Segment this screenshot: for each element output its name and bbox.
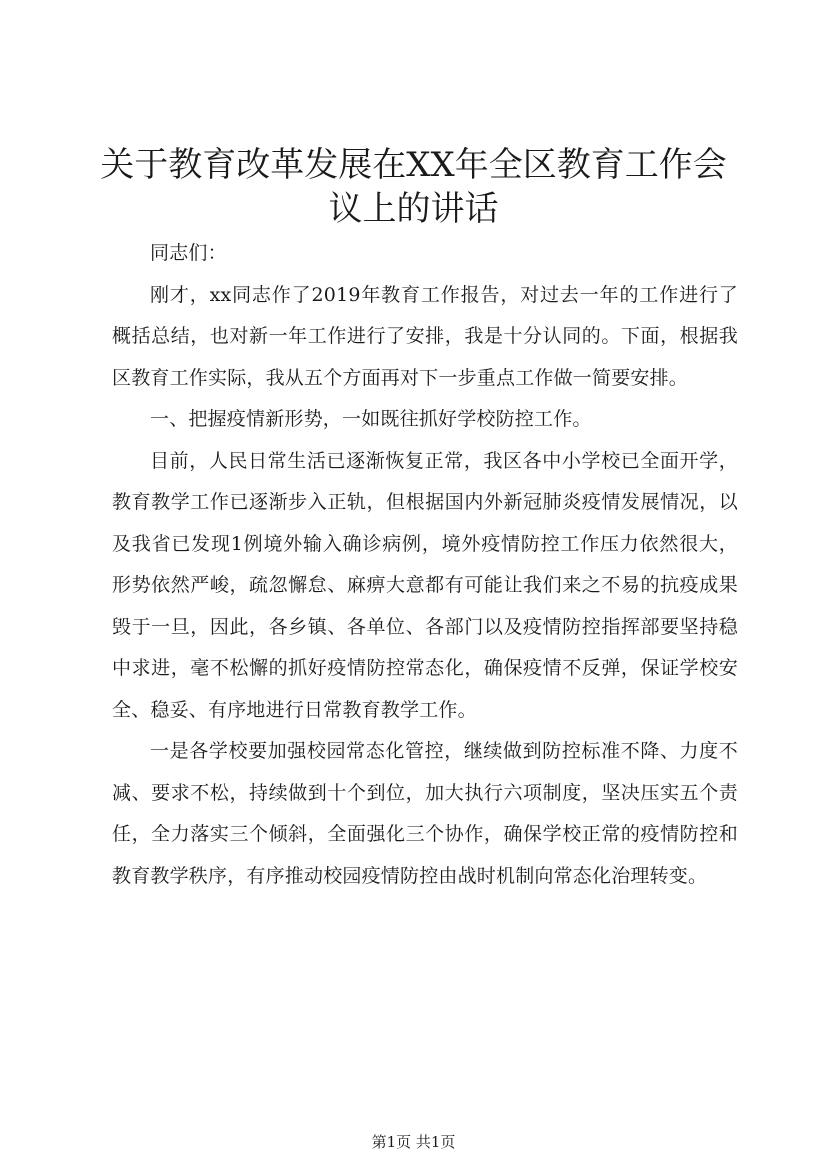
situation-paragraph: 目前，人民日常生活已逐渐恢复正常，我区各中小学校已全面开学，教育教学工作已逐渐步入正轨，但根据国内外新冠肺炎疫情发展情况，以及我省已发现1例境外输入确诊病例，境外疫情防控工作压力依然很大，形势依然严峻，疏忽懈怠、麻痹大意都有可能让我们来之不易的抗疫成果毁于一旦，因此，各乡镇、各单位、各部门以及疫情防控指挥部要坚持稳中求进，毫不松懈的抓好疫情防控常态化，确保疫情不反弹，保证学校安全、稳妥、有序地进行日常教育教学工作。 bbox=[112, 449, 738, 721]
intro-paragraph: 刚才，xx同志作了2019年教育工作报告，对过去一年的工作进行了概括总结，也对新一年工作进行了安排，我是十分认同的。下面，根据我区教育工作实际，我从五个方面再对下一步重点工作做一简要安排。 bbox=[112, 283, 738, 389]
measures-paragraph: 一是各学校要加强校园常态化管控，继续做到防控标准不降、力度不减、要求不松，持续做到十个到位，加大执行六项制度，坚决压实五个责任，全力落实三个倾斜，全面强化三个协作，确保学校正常的疫情防控和教育教学秩序，有序推动校园疫情防控由战时机制向常态化治理转变。 bbox=[112, 740, 738, 887]
section-heading-paragraph: 一、把握疫情新形势，一如既往抓好学校防控工作。 bbox=[150, 408, 592, 430]
page-number-footer: 第1页 共1页 bbox=[371, 1133, 456, 1151]
document-body bbox=[112, 233, 738, 897]
salutation-paragraph: 同志们： bbox=[150, 242, 227, 264]
document-title: 关于教育改革发展在XX年全区教育工作会议上的讲话 bbox=[100, 145, 727, 229]
